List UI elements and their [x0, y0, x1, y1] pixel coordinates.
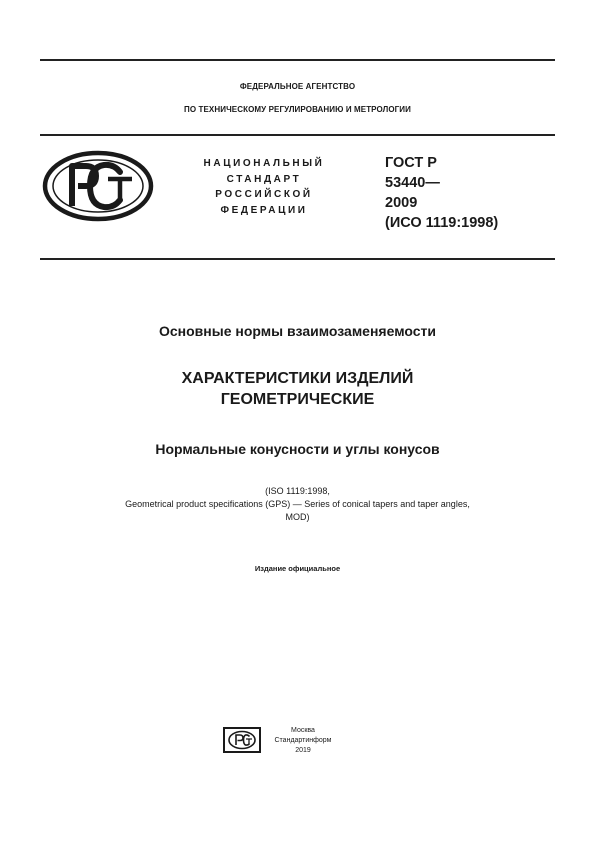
publisher-year: 2019	[295, 747, 311, 754]
edition-label: Издание официальное	[254, 564, 341, 573]
subtitle: Нормальные конусности и углы конусов	[155, 441, 440, 457]
publisher-name: Стандартинформ	[274, 737, 332, 744]
designation-line: (ИСО 1119:1998)	[385, 215, 499, 231]
iso-reference-line-3: MOD)	[285, 512, 310, 522]
national-standard-line: ФЕДЕРАЦИИ	[220, 204, 308, 216]
national-standard-line: НАЦИОНАЛЬНЫЙ	[203, 158, 325, 169]
designation-line: 2009	[385, 195, 418, 211]
national-standard-label	[178, 156, 350, 218]
iso-reference-line-2: Geometrical product specifications (GPS) — Series of conical tapers and taper angles,	[125, 499, 470, 509]
designation-line: 53440—	[385, 175, 440, 191]
standard-designation	[385, 153, 555, 233]
designation-line: ГОСТ Р	[385, 155, 437, 171]
national-standard-line: РОССИЙСКОЙ	[215, 189, 313, 200]
main-title-line-1: ХАРАКТЕРИСТИКИ ИЗДЕЛИЙ	[181, 370, 414, 387]
main-title-line-2: ГЕОМЕТРИЧЕСКИЕ	[220, 391, 375, 408]
publisher-block	[263, 726, 343, 756]
rst-logo-icon	[42, 150, 154, 222]
header-rule	[40, 134, 555, 136]
top-rule	[40, 59, 555, 61]
iso-reference-line-1: (ISO 1119:1998,	[265, 486, 330, 496]
national-standard-line: СТАНДАРТ	[226, 173, 302, 185]
main-title	[40, 368, 555, 410]
iso-reference	[40, 485, 555, 524]
agency-line-2: ПО ТЕХНИЧЕСКОМУ РЕГУЛИРОВАНИЮ И МЕТРОЛОГИИ	[183, 105, 412, 114]
agency-line-1: ФЕДЕРАЛЬНОЕ АГЕНТСТВО	[239, 82, 356, 91]
series-title: Основные нормы взаимозаменяемости	[159, 323, 436, 339]
middle-rule	[40, 258, 555, 260]
standartinform-logo-icon	[223, 727, 261, 753]
publisher-city: Москва	[291, 727, 315, 734]
